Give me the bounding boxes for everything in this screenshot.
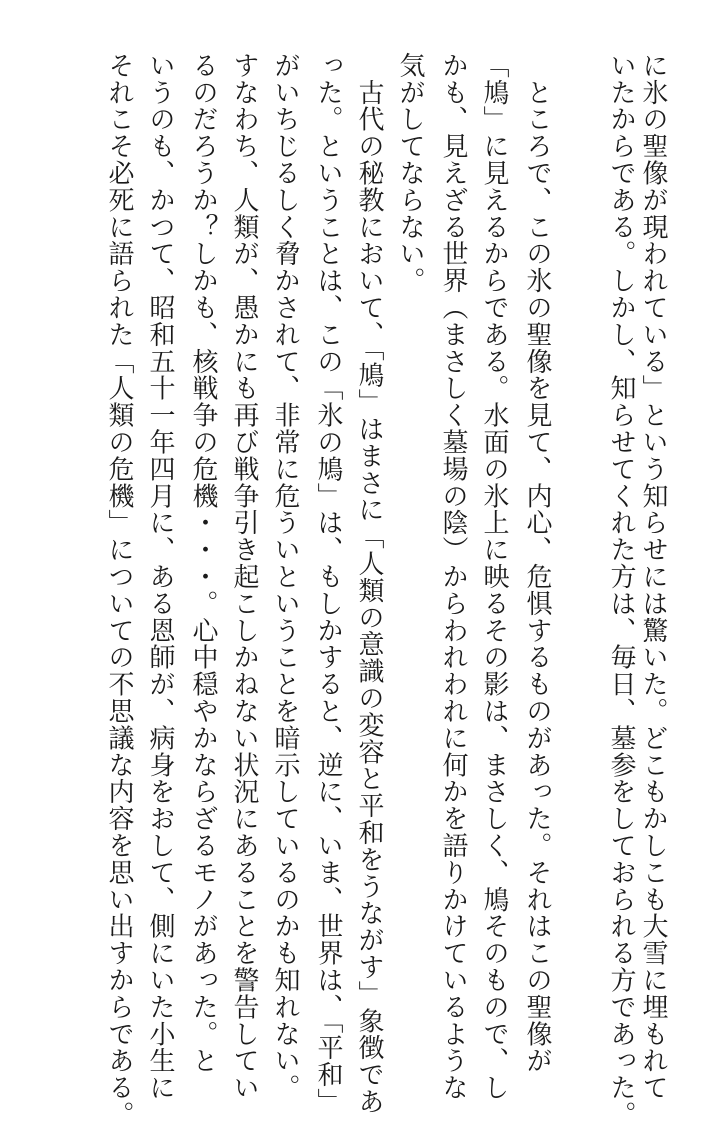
text-column: った。ということは、この「氷の鳩」は、もしかすると、逆に、いま、世界は、「平和」 [313, 52, 343, 1115]
text-column: 気がしてならない。 [395, 52, 425, 295]
text-column: すなわち、人類が、愚かにも再び戦争引き起こしかねない状況にあることを警告してい [229, 52, 259, 1102]
text-column: いうのも、かつて、昭和五十一年四月に、ある恩師が、病身をおして、側にいた小生に [145, 52, 175, 1102]
text-column: に氷の聖像が現われている」という知らせには驚いた。どこもかしこも大雪に埋もれて [638, 52, 668, 1102]
text-column: それこそ必死に語られた「人類の危機」についての不思議な内容を思い出すからである。 [104, 52, 134, 1128]
text-column: がいちじるしく脅かされて、非常に危ういということを暗示しているのかも知れない。 [270, 52, 300, 1102]
text-column: 古代の秘教において、「鳩」はまさに「人類の意識の変容と平和をうながす」象徴であ [354, 52, 384, 1115]
text-column: かも、見えざる世界（まさしく墓場の陰）からわれわれに何かを語りかけているような [438, 52, 468, 1102]
text-column: いたからである。しかし、知らせてくれた方は、毎日、墓参をしておられる方であった。 [606, 52, 636, 1128]
text-column: 「鳩」に見えるからである。水面の氷上に映るその影は、まさしく、鳩そのもので、し [479, 52, 509, 1102]
text-column: るのだろうか？しかも、核戦争の危機・・・。心中穏やかならざるモノがあった。と [188, 52, 218, 1075]
text-column: ところで、この氷の聖像を見て、内心、危惧するものがあった。それはこの聖像が [522, 52, 552, 1075]
